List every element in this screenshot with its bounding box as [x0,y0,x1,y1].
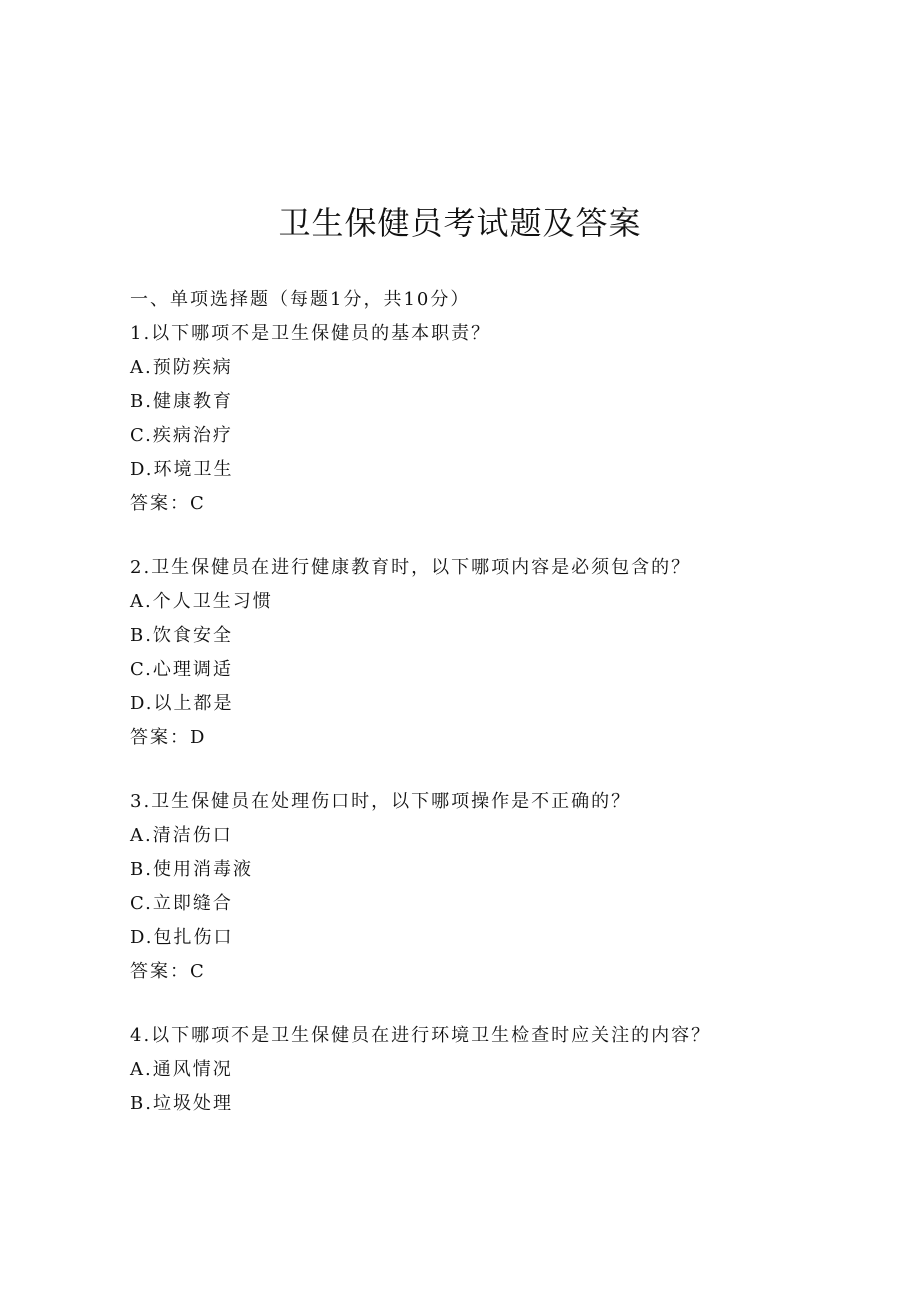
option-c: C.立即缝合 [130,893,233,914]
option-b: B.饮食安全 [130,625,233,646]
paragraph-gap [130,521,830,551]
answer: 答案：C [130,493,206,514]
option-a: A.预防疾病 [130,357,233,378]
option-b: B.垃圾处理 [130,1093,233,1114]
option-c: C.心理调适 [130,659,233,680]
question-3 [130,785,830,989]
document-body [130,283,830,1121]
answer: 答案：C [130,961,206,982]
option-a: A.通风情况 [130,1059,233,1080]
option-d: D.环境卫生 [130,459,234,480]
paragraph-gap [130,755,830,785]
question-stem: 3.卫生保健员在处理伤口时，以下哪项操作是不正确的？ [130,791,632,812]
question-stem: 2.卫生保健员在进行健康教育时，以下哪项内容是必须包含的？ [130,557,692,578]
answer: 答案：D [130,727,207,748]
option-a: A.个人卫生习惯 [130,591,273,612]
section-heading: 一、单项选择题（每题1分，共10分） [130,289,471,310]
paragraph-gap [130,989,830,1019]
question-1 [130,317,830,521]
option-d: D.以上都是 [130,693,234,714]
option-b: B.使用消毒液 [130,859,253,880]
question-stem: 4.以下哪项不是卫生保健员在进行环境卫生检查时应关注的内容？ [130,1025,712,1046]
question-4 [130,1019,830,1121]
question-stem: 1.以下哪项不是卫生保健员的基本职责？ [130,323,492,344]
option-d: D.包扎伤口 [130,927,234,948]
option-a: A.清洁伤口 [130,825,233,846]
option-c: C.疾病治疗 [130,425,233,446]
question-2 [130,551,830,755]
option-b: B.健康教育 [130,391,233,412]
document-title: 卫生保健员考试题及答案 [278,204,642,242]
